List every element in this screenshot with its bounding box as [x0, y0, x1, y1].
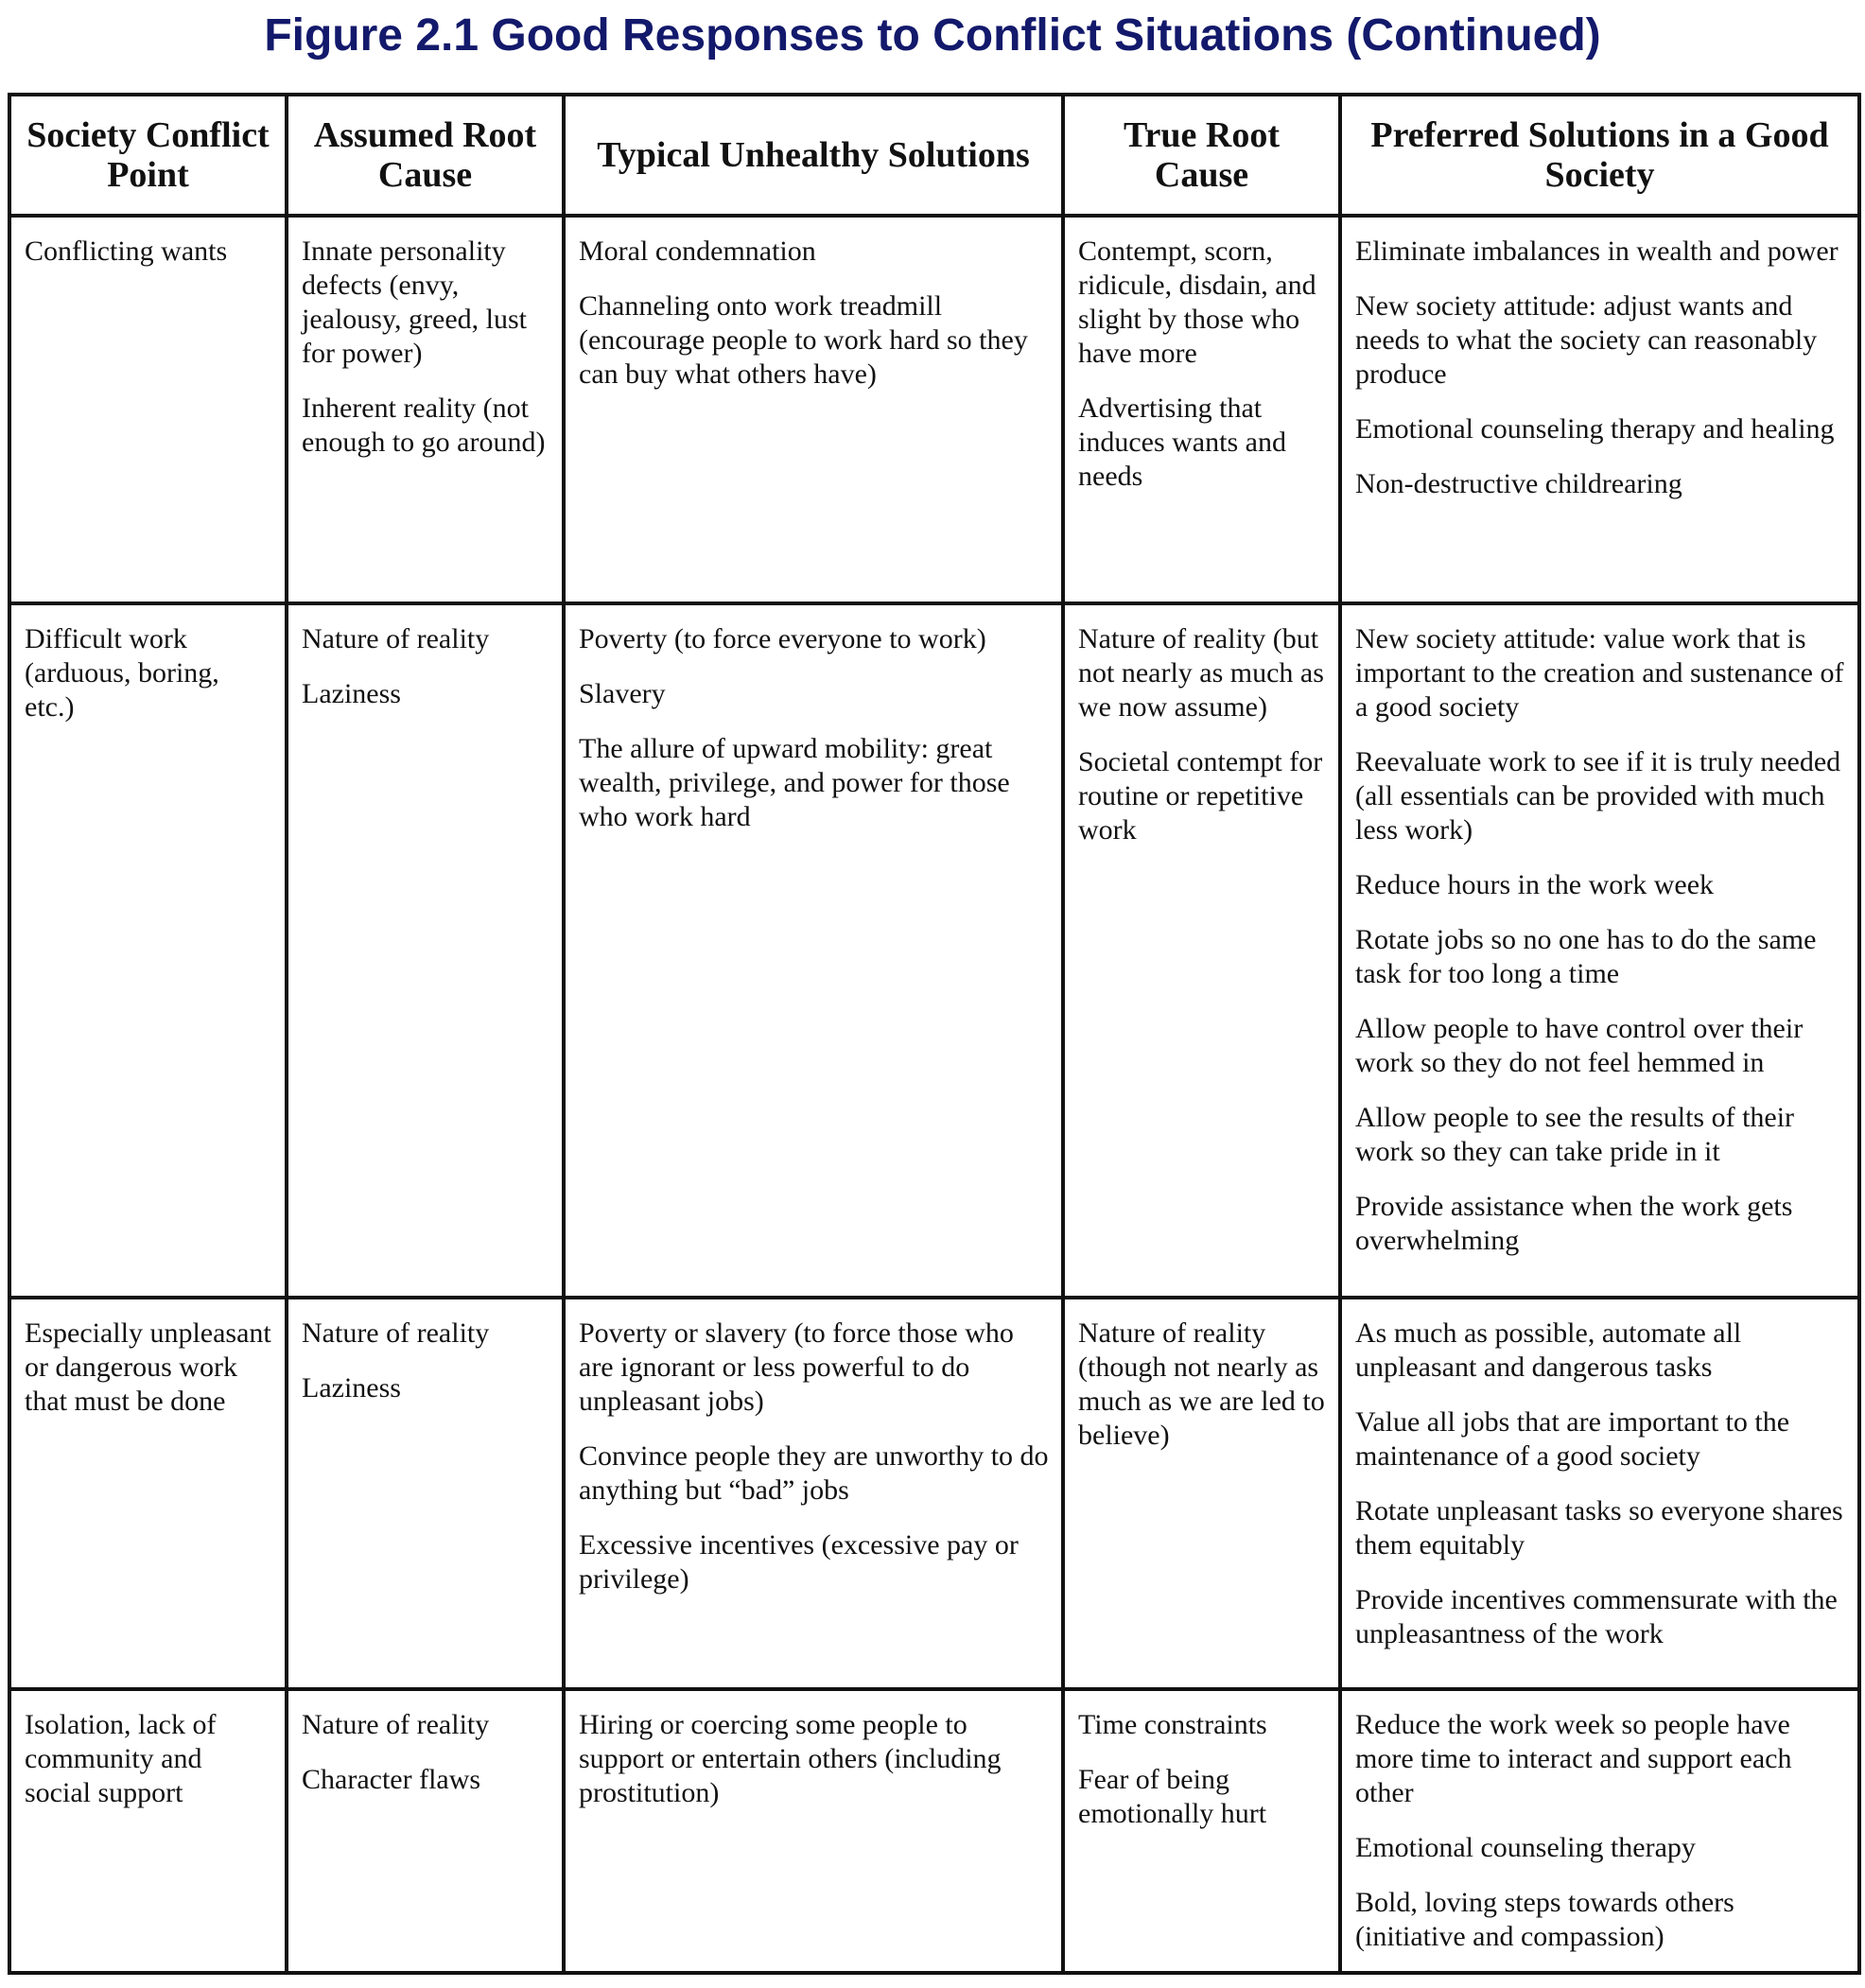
- cell-conflict-point: [9, 1298, 287, 1689]
- cell-conflict-point: [9, 216, 287, 603]
- cell-preferred-solutions: [1340, 603, 1859, 1298]
- cell-text: Non-destructive childrearing: [1355, 468, 1682, 499]
- cell-text: Rotate unpleasant tasks so everyone shares them equitably: [1355, 1495, 1843, 1561]
- cell-text: Nature of reality (though not nearly as much as we are led to believe): [1078, 1317, 1325, 1451]
- cell-text: Emotional counseling therapy: [1355, 1832, 1696, 1863]
- cell-conflict-point: [9, 603, 287, 1298]
- table-row: [9, 216, 1859, 603]
- cell-assumed-root-cause: [287, 603, 564, 1298]
- cell-text: Hiring or coercing some people to support or entertain others (including prostitution): [579, 1709, 1002, 1808]
- cell-unhealthy-solutions: [564, 603, 1063, 1298]
- cell-text: New society attitude: adjust wants and needs to what the society can reasonably produce: [1355, 290, 1818, 390]
- conflict-table: [8, 93, 1861, 1975]
- cell-unhealthy-solutions: [564, 1689, 1063, 1973]
- col-header-conflict-point: Society Conflict Point: [9, 95, 287, 216]
- cell-text: Slavery: [579, 678, 666, 709]
- cell-text: Reduce the work week so people have more time to interact and support each other: [1355, 1709, 1792, 1808]
- cell-text: Advertising that induces wants and needs: [1078, 392, 1286, 492]
- cell-text: Rotate jobs so no one has to do the same task for too long a time: [1355, 924, 1817, 989]
- table-row: [9, 603, 1859, 1298]
- cell-text: Poverty (to force everyone to work): [579, 623, 986, 654]
- figure-title: Figure 2.1 Good Responses to Conflict Situations (Continued): [264, 10, 1601, 61]
- col-header-true-root-cause: True Root Cause: [1063, 95, 1340, 216]
- header-row: [9, 95, 1859, 216]
- col-header-unhealthy-solutions: Typical Unhealthy Solutions: [564, 95, 1063, 216]
- cell-text: Laziness: [302, 678, 401, 709]
- cell-text: Nature of reality (but not nearly as much as we now assume): [1078, 623, 1324, 723]
- cell-text: Allow people to have control over their work so they do not feel hemmed in: [1355, 1013, 1804, 1078]
- cell-text: Poverty or slavery (to force those who are ignorant or less powerful to do unpleasant jobs): [579, 1317, 1014, 1417]
- cell-text: Societal contempt for routine or repetitive work: [1078, 746, 1323, 846]
- cell-assumed-root-cause: [287, 216, 564, 603]
- cell-text: Allow people to see the results of their work so they can take pride in it: [1355, 1102, 1795, 1167]
- cell-text: Conflicting wants: [25, 235, 228, 267]
- cell-text: Provide incentives commensurate with the unpleasantness of the work: [1355, 1584, 1838, 1649]
- cell-true-root-cause: [1063, 1298, 1340, 1689]
- table-row: [9, 1689, 1859, 1973]
- cell-text: Emotional counseling therapy and healing: [1355, 413, 1835, 445]
- cell-true-root-cause: [1063, 1689, 1340, 1973]
- cell-preferred-solutions: [1340, 1298, 1859, 1689]
- cell-text: Bold, loving steps towards others (initiative and compassion): [1355, 1887, 1734, 1952]
- cell-text: Difficult work (arduous, boring, etc.): [25, 623, 219, 723]
- cell-text: Reevaluate work to see if it is truly needed (all essentials can be provided with much less work): [1355, 746, 1841, 846]
- cell-text: Eliminate imbalances in wealth and power: [1355, 235, 1839, 267]
- cell-text: Nature of reality: [302, 1709, 490, 1740]
- cell-text: Innate personality defects (envy, jealousy, greed, lust for power): [302, 235, 527, 369]
- cell-text: Excessive incentives (excessive pay or privilege): [579, 1529, 1019, 1595]
- cell-conflict-point: [9, 1689, 287, 1973]
- cell-unhealthy-solutions: [564, 1298, 1063, 1689]
- cell-text: Character flaws: [302, 1764, 481, 1795]
- cell-text: Provide assistance when the work gets overwhelming: [1355, 1191, 1793, 1256]
- cell-text: As much as possible, automate all unpleasant and dangerous tasks: [1355, 1317, 1742, 1383]
- table-row: [9, 1298, 1859, 1689]
- cell-text: Nature of reality: [302, 1317, 490, 1349]
- cell-text: Time constraints: [1078, 1709, 1267, 1740]
- cell-text: Nature of reality: [302, 623, 490, 654]
- cell-text: Value all jobs that are important to the maintenance of a good society: [1355, 1406, 1790, 1472]
- cell-text: Inherent reality (not enough to go around): [302, 392, 546, 458]
- cell-true-root-cause: [1063, 603, 1340, 1298]
- cell-text: Especially unpleasant or dangerous work that must be done: [25, 1317, 271, 1417]
- cell-assumed-root-cause: [287, 1689, 564, 1973]
- cell-unhealthy-solutions: [564, 216, 1063, 603]
- cell-text: Moral condemnation: [579, 235, 816, 267]
- cell-true-root-cause: [1063, 216, 1340, 603]
- cell-assumed-root-cause: [287, 1298, 564, 1689]
- cell-text: The allure of upward mobility: great wealth, privilege, and power for those who work hard: [579, 733, 1010, 832]
- cell-preferred-solutions: [1340, 216, 1859, 603]
- cell-text: Isolation, lack of community and social support: [25, 1709, 217, 1808]
- cell-text: Laziness: [302, 1372, 401, 1404]
- cell-text: Convince people they are unworthy to do anything but “bad” jobs: [579, 1440, 1049, 1506]
- col-header-assumed-root-cause: Assumed Root Cause: [287, 95, 564, 216]
- cell-preferred-solutions: [1340, 1689, 1859, 1973]
- cell-text: Reduce hours in the work week: [1355, 869, 1715, 900]
- cell-text: Fear of being emotionally hurt: [1078, 1764, 1267, 1829]
- cell-text: New society attitude: value work that is important to the creation and sustenance of a good society: [1355, 623, 1844, 723]
- cell-text: Channeling onto work treadmill (encourage people to work hard so they can buy what others have): [579, 290, 1028, 390]
- cell-text: Contempt, scorn, ridicule, disdain, and slight by those who have more: [1078, 235, 1316, 369]
- col-header-preferred-solutions: Preferred Solutions in a Good Society: [1340, 95, 1859, 216]
